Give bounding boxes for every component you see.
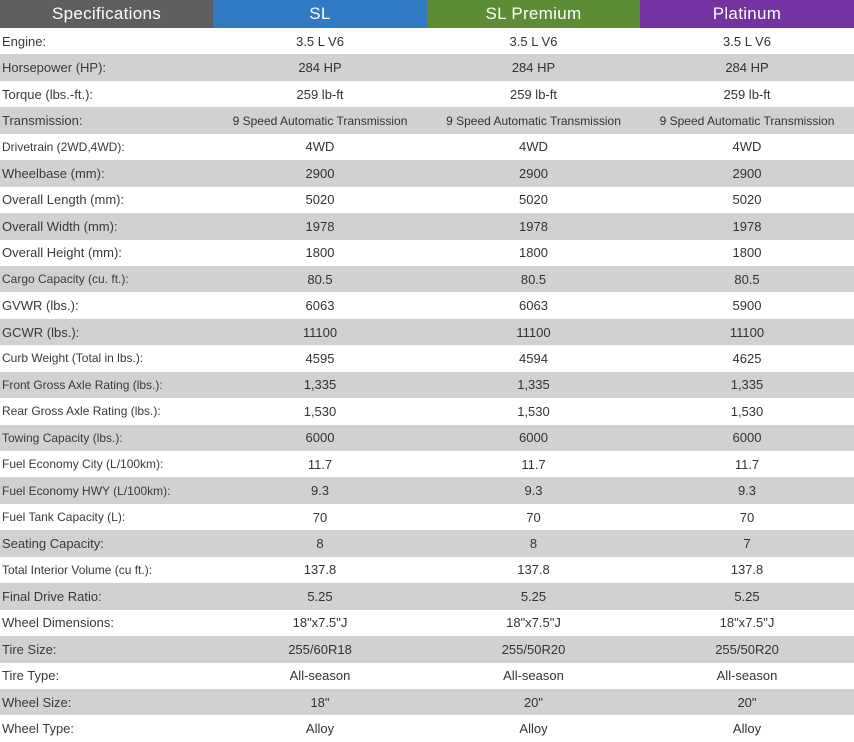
platinum-value: 5.25 xyxy=(640,583,854,609)
sl-value: 18" xyxy=(213,689,427,715)
table-row xyxy=(0,81,854,107)
platinum-value: 137.8 xyxy=(640,557,854,583)
table-row xyxy=(0,213,854,239)
sl-premium-value: 11100 xyxy=(427,319,640,345)
table-row xyxy=(0,266,854,292)
sl-premium-value: 284 HP xyxy=(427,54,640,80)
platinum-value: 1978 xyxy=(640,213,854,239)
platinum-value: 9.3 xyxy=(640,477,854,503)
platinum-value: 1,530 xyxy=(640,398,854,424)
sl-premium-value: 6000 xyxy=(427,425,640,451)
table-row xyxy=(0,28,854,54)
sl-premium-value: 11.7 xyxy=(427,451,640,477)
sl-premium-value: 137.8 xyxy=(427,557,640,583)
header-row xyxy=(0,0,854,28)
sl-value: Alloy xyxy=(213,715,427,741)
sl-premium-value: 9 Speed Automatic Transmission xyxy=(427,107,640,133)
sl-value: 5.25 xyxy=(213,583,427,609)
spec-label: Final Drive Ratio: xyxy=(0,583,213,609)
spec-label: Cargo Capacity (cu. ft.): xyxy=(0,266,213,292)
platinum-value: 4625 xyxy=(640,345,854,371)
sl-premium-value: 4WD xyxy=(427,134,640,160)
spec-label: Tire Size: xyxy=(0,636,213,662)
sl-value: 80.5 xyxy=(213,266,427,292)
sl-premium-value: 1978 xyxy=(427,213,640,239)
sl-premium-value: 4594 xyxy=(427,345,640,371)
sl-value: 1,335 xyxy=(213,372,427,398)
platinum-value: 20" xyxy=(640,689,854,715)
platinum-value: 6000 xyxy=(640,425,854,451)
spec-label: Drivetrain (2WD,4WD): xyxy=(0,134,213,160)
platinum-value: 4WD xyxy=(640,134,854,160)
spec-label: Overall Width (mm): xyxy=(0,213,213,239)
spec-label: Front Gross Axle Rating (lbs.): xyxy=(0,372,213,398)
spec-label: Rear Gross Axle Rating (lbs.): xyxy=(0,398,213,424)
table-row xyxy=(0,477,854,503)
sl-value: 11.7 xyxy=(213,451,427,477)
sl-premium-value: 5020 xyxy=(427,187,640,213)
sl-premium-value: 1,530 xyxy=(427,398,640,424)
platinum-value: 7 xyxy=(640,530,854,556)
sl-premium-value: 9.3 xyxy=(427,477,640,503)
spec-label: Fuel Economy City (L/100km): xyxy=(0,451,213,477)
spec-label: Fuel Economy HWY (L/100km): xyxy=(0,477,213,503)
header-platinum: Platinum xyxy=(640,0,854,28)
platinum-value: 259 lb-ft xyxy=(640,81,854,107)
sl-value: 70 xyxy=(213,504,427,530)
table-row xyxy=(0,557,854,583)
table-row xyxy=(0,610,854,636)
spec-label: Overall Height (mm): xyxy=(0,240,213,266)
platinum-value: 70 xyxy=(640,504,854,530)
table-row xyxy=(0,504,854,530)
table-row xyxy=(0,54,854,80)
sl-value: 3.5 L V6 xyxy=(213,28,427,54)
table-row xyxy=(0,715,854,741)
table-row xyxy=(0,240,854,266)
table-row xyxy=(0,398,854,424)
spec-label: Tire Type: xyxy=(0,663,213,689)
sl-premium-value: 255/50R20 xyxy=(427,636,640,662)
sl-value: 284 HP xyxy=(213,54,427,80)
spec-label: Seating Capacity: xyxy=(0,530,213,556)
sl-value: 6000 xyxy=(213,425,427,451)
sl-premium-value: 1,335 xyxy=(427,372,640,398)
sl-value: 2900 xyxy=(213,160,427,186)
table-row xyxy=(0,292,854,318)
sl-value: 6063 xyxy=(213,292,427,318)
table-row xyxy=(0,689,854,715)
spec-label: Wheelbase (mm): xyxy=(0,160,213,186)
spec-label: Curb Weight (Total in lbs.): xyxy=(0,345,213,371)
header-sl: SL xyxy=(213,0,427,28)
spec-label: Engine: xyxy=(0,28,213,54)
platinum-value: 9 Speed Automatic Transmission xyxy=(640,107,854,133)
sl-premium-value: Alloy xyxy=(427,715,640,741)
sl-value: 8 xyxy=(213,530,427,556)
platinum-value: 3.5 L V6 xyxy=(640,28,854,54)
platinum-value: 284 HP xyxy=(640,54,854,80)
spec-label: Towing Capacity (lbs.): xyxy=(0,425,213,451)
sl-value: 4595 xyxy=(213,345,427,371)
table-header xyxy=(0,0,854,28)
sl-premium-value: 70 xyxy=(427,504,640,530)
spec-label: Wheel Type: xyxy=(0,715,213,741)
platinum-value: 18"x7.5"J xyxy=(640,610,854,636)
header-specifications: Specifications xyxy=(0,0,213,28)
platinum-value: 80.5 xyxy=(640,266,854,292)
spec-label: Total Interior Volume (cu ft.): xyxy=(0,557,213,583)
sl-value: 4WD xyxy=(213,134,427,160)
sl-premium-value: 20" xyxy=(427,689,640,715)
sl-value: 1800 xyxy=(213,240,427,266)
sl-premium-value: 2900 xyxy=(427,160,640,186)
spec-label: GVWR (lbs.): xyxy=(0,292,213,318)
table-row xyxy=(0,636,854,662)
sl-value: All-season xyxy=(213,663,427,689)
sl-value: 1978 xyxy=(213,213,427,239)
table-row xyxy=(0,663,854,689)
sl-premium-value: 5.25 xyxy=(427,583,640,609)
sl-premium-value: All-season xyxy=(427,663,640,689)
sl-value: 9.3 xyxy=(213,477,427,503)
spec-label: Transmission: xyxy=(0,107,213,133)
sl-value: 1,530 xyxy=(213,398,427,424)
sl-value: 18"x7.5"J xyxy=(213,610,427,636)
platinum-value: Alloy xyxy=(640,715,854,741)
sl-premium-value: 6063 xyxy=(427,292,640,318)
table-row xyxy=(0,583,854,609)
spec-label: Wheel Dimensions: xyxy=(0,610,213,636)
sl-value: 255/60R18 xyxy=(213,636,427,662)
platinum-value: 11.7 xyxy=(640,451,854,477)
spec-label: Torque (lbs.-ft.): xyxy=(0,81,213,107)
sl-value: 9 Speed Automatic Transmission xyxy=(213,107,427,133)
header-sl-premium: SL Premium xyxy=(427,0,640,28)
table-row xyxy=(0,160,854,186)
sl-premium-value: 80.5 xyxy=(427,266,640,292)
platinum-value: 255/50R20 xyxy=(640,636,854,662)
table-row xyxy=(0,187,854,213)
platinum-value: 11100 xyxy=(640,319,854,345)
table-row xyxy=(0,134,854,160)
platinum-value: All-season xyxy=(640,663,854,689)
platinum-value: 1800 xyxy=(640,240,854,266)
sl-premium-value: 259 lb-ft xyxy=(427,81,640,107)
sl-value: 259 lb-ft xyxy=(213,81,427,107)
sl-premium-value: 1800 xyxy=(427,240,640,266)
sl-value: 11100 xyxy=(213,319,427,345)
platinum-value: 5020 xyxy=(640,187,854,213)
spec-label: Horsepower (HP): xyxy=(0,54,213,80)
spec-label: GCWR (lbs.): xyxy=(0,319,213,345)
table-row xyxy=(0,530,854,556)
platinum-value: 2900 xyxy=(640,160,854,186)
spec-label: Wheel Size: xyxy=(0,689,213,715)
table-body xyxy=(0,28,854,742)
table-row xyxy=(0,107,854,133)
platinum-value: 5900 xyxy=(640,292,854,318)
table-row xyxy=(0,425,854,451)
spec-label: Overall Length (mm): xyxy=(0,187,213,213)
sl-value: 5020 xyxy=(213,187,427,213)
sl-value: 137.8 xyxy=(213,557,427,583)
table-row xyxy=(0,319,854,345)
platinum-value: 1,335 xyxy=(640,372,854,398)
sl-premium-value: 18"x7.5"J xyxy=(427,610,640,636)
table-row xyxy=(0,451,854,477)
table-row xyxy=(0,372,854,398)
table-row xyxy=(0,345,854,371)
sl-premium-value: 8 xyxy=(427,530,640,556)
spec-label: Fuel Tank Capacity (L): xyxy=(0,504,213,530)
sl-premium-value: 3.5 L V6 xyxy=(427,28,640,54)
